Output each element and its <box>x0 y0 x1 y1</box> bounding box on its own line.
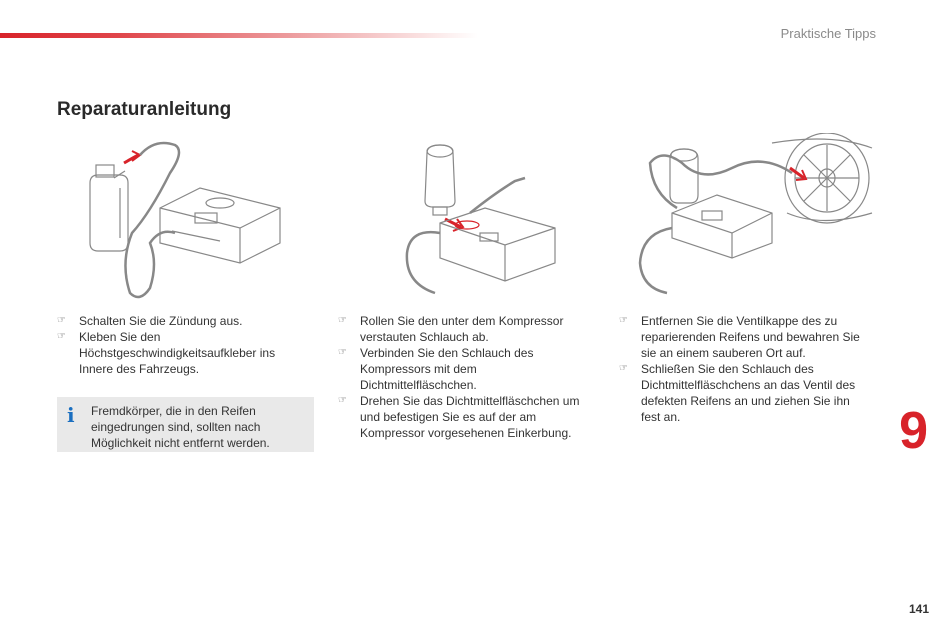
chapter-number: 9 <box>899 402 928 460</box>
hand-pointer-icon: ☞ <box>57 331 66 342</box>
list-item: ☞ Schalten Sie die Zündung aus. <box>57 314 243 328</box>
page-number: 141 <box>908 602 929 616</box>
hand-pointer-icon: ☞ <box>338 315 347 326</box>
list-item: ☞ Rollen Sie den unter dem Kompressor verstauten Schlauch ab. <box>338 314 564 344</box>
info-icon: i <box>67 403 75 427</box>
page-title: Reparaturanleitung <box>57 99 232 120</box>
section-name: Praktische Tipps <box>780 26 876 41</box>
hand-pointer-icon: ☞ <box>619 363 628 374</box>
hand-pointer-icon: ☞ <box>619 315 628 326</box>
hand-pointer-icon: ☞ <box>57 315 66 326</box>
info-box <box>57 397 314 452</box>
illustration-mount-bottle <box>395 133 560 308</box>
illustration-connect-tyre <box>632 133 877 308</box>
list-item: ☞ Kleben Sie den Höchstgeschwindigkeitsaufkleber ins Innere des Fahrzeugs. <box>57 330 276 376</box>
illustration-connect-hose <box>80 133 290 308</box>
list-item: ☞ Schließen Sie den Schlauch des Dichtmittelfläschchens an das Ventil des defekten Reifens an und ziehen Sie ihn fest an. <box>619 362 856 424</box>
header-accent-bar <box>0 33 478 38</box>
info-text: Fremdkörper, die in den Reifen eingedrungen sind, sollten nach Möglichkeit nicht entfernt werden. <box>91 404 270 450</box>
list-item: ☞ Verbinden Sie den Schlauch des Kompressors mit dem Dichtmittelfläschchen. <box>338 346 534 392</box>
list-item: ☞ Drehen Sie das Dichtmittelfläschchen um und befestigen Sie es auf der am Kompressor vorgesehenen Einkerbung. <box>338 394 580 440</box>
instructions-column-1 <box>57 313 302 377</box>
instructions-column-2 <box>338 313 583 441</box>
hand-pointer-icon: ☞ <box>338 347 347 358</box>
instructions-column-3 <box>619 313 869 425</box>
list-item: ☞ Entfernen Sie die Ventilkappe des zu reparierenden Reifens und bewahren Sie sie an einem sauberen Ort auf. <box>619 314 860 360</box>
hand-pointer-icon: ☞ <box>338 395 347 406</box>
